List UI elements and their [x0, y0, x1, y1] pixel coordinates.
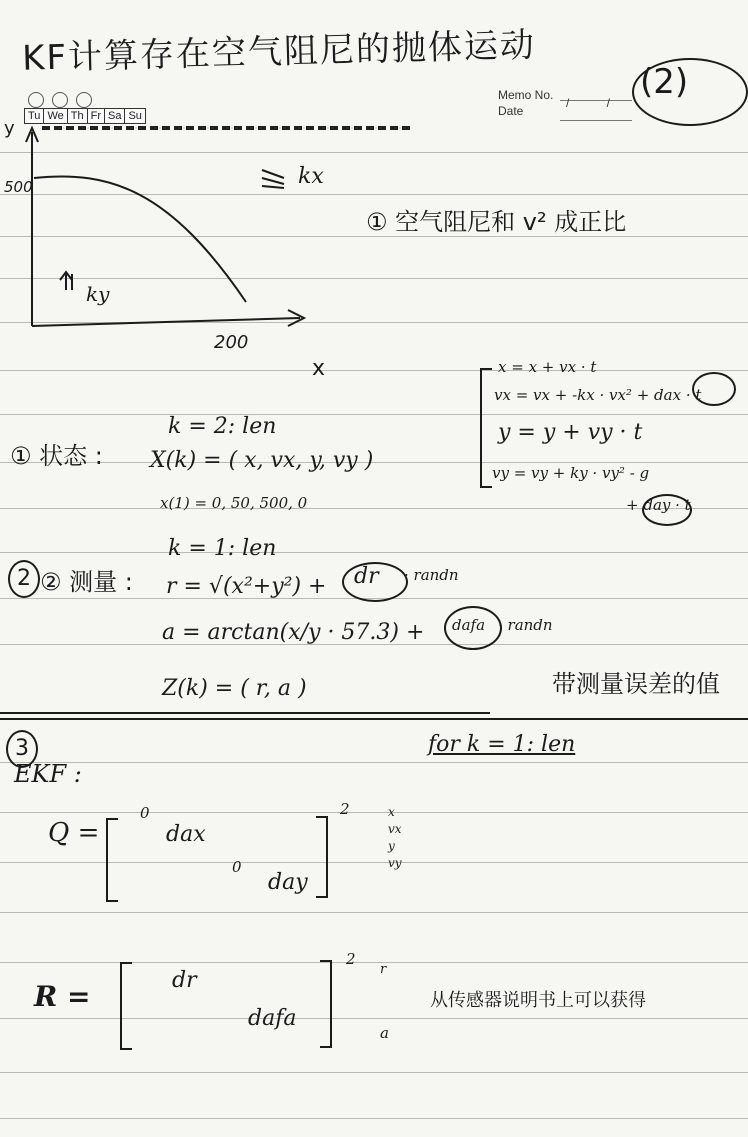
- ruled-line: [0, 1072, 748, 1073]
- eq-y: y = y + vy · t: [498, 420, 643, 445]
- drag-x-arrows: [262, 170, 284, 188]
- angle-noise: dafa: [452, 616, 486, 634]
- eq-x: x = x + vx · t: [498, 358, 597, 376]
- equation-brace: [480, 368, 492, 488]
- measure-k-range: k = 1: len: [168, 536, 277, 561]
- x-axis-label: x: [312, 356, 326, 381]
- y-axis-label: y: [4, 118, 15, 139]
- x-tick-200: 200: [214, 332, 249, 353]
- y-tick-500: 500: [4, 178, 33, 196]
- measure-heading: ② 测量 :: [40, 568, 133, 596]
- page-title: KF计算存在空气阻尼的抛体运动: [21, 25, 537, 79]
- r-entry: dafa: [248, 1006, 297, 1031]
- ruled-line: [0, 552, 748, 553]
- circle-day: [642, 494, 692, 526]
- q-var: vx: [388, 822, 402, 836]
- r-label: R =: [34, 980, 91, 1013]
- weekday-we: We: [43, 108, 67, 124]
- q-var: vy: [388, 856, 402, 870]
- moon-phase-icon: [52, 92, 68, 108]
- range-randn: · randn: [404, 566, 459, 584]
- q-entry: 0: [232, 858, 242, 876]
- ruled-line: [0, 812, 748, 813]
- ruled-line: [0, 1018, 748, 1019]
- section-divider: [0, 718, 748, 720]
- drag-note: ① 空气阻尼和 v² 成正比: [366, 208, 627, 236]
- section-divider: [0, 712, 490, 714]
- ruled-line: [0, 962, 748, 963]
- q-entry: day: [268, 870, 308, 895]
- q-variables: [388, 804, 402, 872]
- ekf-number: 3: [6, 730, 38, 768]
- r-bracket-left: [120, 962, 132, 1050]
- ruled-line: [0, 762, 748, 763]
- r-var: a: [380, 1024, 389, 1042]
- date-label: Date: [498, 104, 524, 118]
- state-k-range: k = 2: len: [168, 414, 277, 439]
- eq-vy: vy = vy + ky · vy² - g: [492, 464, 650, 482]
- weekday-fr: Fr: [87, 108, 105, 124]
- ekf-heading: EKF :: [14, 760, 82, 788]
- trajectory-sketch: [0, 120, 330, 380]
- q-entry: 0: [140, 804, 150, 822]
- moon-phase-icon: [76, 92, 92, 108]
- angle-randn: · randn: [498, 616, 553, 634]
- state-heading: ① 状态 :: [10, 442, 103, 470]
- q-entry: dax: [166, 822, 206, 847]
- circle-dax: [692, 372, 736, 406]
- q-bracket-left: [106, 818, 118, 902]
- weekday-th: Th: [67, 108, 88, 124]
- measure-number: 2: [8, 560, 40, 598]
- page-number: (2): [640, 62, 689, 102]
- x-axis: [32, 318, 300, 326]
- q-var: x: [388, 805, 395, 819]
- r-note: 从传感器说明书上可以获得: [430, 990, 646, 1011]
- ruled-line: [0, 912, 748, 913]
- eq-vx: vx = vx + -kx · vx² + dax · t: [494, 386, 702, 404]
- q-var: y: [388, 839, 395, 853]
- state-vector: X(k) = ( x, vx, y, vy ): [150, 448, 374, 473]
- r-entry: dr: [172, 968, 197, 993]
- angle-equation: a = arctan(x/y · 57.3) +: [162, 620, 425, 645]
- eq-vy-continued: + day · t: [626, 496, 691, 514]
- date-value: / /: [566, 96, 611, 110]
- kx-label: kx: [298, 164, 324, 189]
- ruled-line: [0, 462, 748, 463]
- ky-label: ky: [86, 282, 110, 306]
- q-power: 2: [340, 800, 350, 818]
- r-var: r: [380, 962, 387, 977]
- measure-note: 带测量误差的值: [552, 670, 720, 698]
- date-line: [560, 120, 632, 121]
- r-bracket-right: [320, 960, 332, 1048]
- weekday-tu: Tu: [24, 108, 44, 124]
- q-label: Q =: [48, 818, 100, 848]
- drag-y-arrows: [60, 272, 72, 290]
- range-noise: dr: [354, 564, 379, 589]
- q-bracket-right: [316, 816, 328, 898]
- ekf-loop: for k = 1: len: [428, 732, 576, 757]
- range-equation: r = √(x²+y²) +: [166, 574, 327, 599]
- memo-no-label: Memo No.: [498, 88, 554, 102]
- weekday-sa: Sa: [104, 108, 125, 124]
- ruled-line: [0, 1118, 748, 1119]
- r-power: 2: [346, 950, 356, 968]
- moon-phase-icon: [28, 92, 44, 108]
- measurement-vector: Z(k) = ( r, a ): [162, 676, 307, 701]
- weekday-su: Su: [124, 108, 145, 124]
- ruled-line: [0, 414, 748, 415]
- state-initial: x(1) = 0, 50, 500, 0: [160, 494, 308, 512]
